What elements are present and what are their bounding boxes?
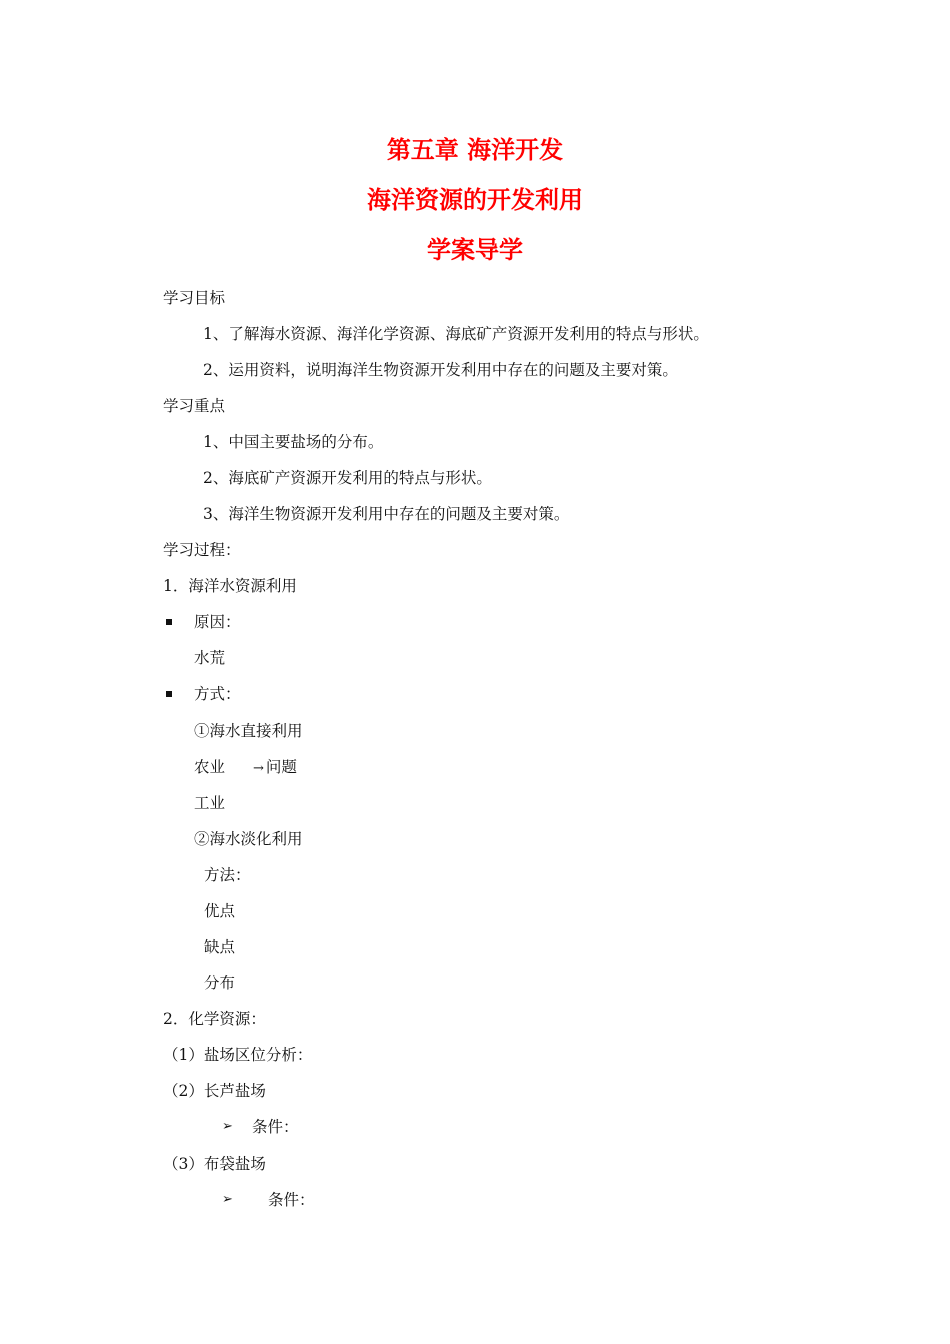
problem-label: 问题 [265,758,297,776]
arrow-bullet-icon: ➢ [222,1119,233,1134]
objective-item: 2、运用资料，说明海洋生物资源开发利用中存在的问题及主要对策。 [203,361,678,379]
desalination-disadvantage: 缺点 [204,938,236,956]
section1-title: 1．海洋水资源利用 [163,577,297,595]
desalination-method: 方法： [204,866,251,884]
changlu-condition: 条件： [252,1118,299,1136]
objectives-heading: 学习目标 [163,289,226,307]
objective-item: 1、了解海水资源、海洋化学资源、海底矿产资源开发利用的特点与形状。 [203,325,709,343]
subtitle: 学案导学 [427,236,523,264]
desalination: ②海水淡化利用 [194,830,303,848]
key-point-item: 2、海底矿产资源开发利用的特点与形状。 [203,469,492,487]
key-points-heading: 学习重点 [163,397,226,415]
section2-title: 2．化学资源： [163,1010,266,1028]
chapter-title: 第五章 海洋开发 [386,136,564,164]
desalination-advantage: 优点 [204,902,236,920]
square-bullet-icon [166,619,172,625]
process-heading: 学习过程： [163,541,241,559]
method-label: 方式： [194,685,241,703]
salt-field-analysis: （1）盐场区位分析： [163,1046,313,1064]
agriculture-label: 农业 [194,758,226,776]
reason-value: 水荒 [194,649,226,667]
budai-condition: 条件： [268,1191,315,1209]
budai-salt-field: （3）布袋盐场 [163,1155,266,1173]
desalination-distribution: 分布 [204,974,236,992]
agriculture-row [194,756,297,780]
right-arrow-icon: → [253,761,264,776]
industry-label: 工业 [194,794,226,812]
changlu-salt-field: （2）长芦盐场 [163,1082,266,1100]
arrow-bullet-icon: ➢ [222,1192,233,1207]
key-point-item: 3、海洋生物资源开发利用中存在的问题及主要对策。 [203,505,570,523]
direct-use: ①海水直接利用 [194,722,303,740]
section-title: 海洋资源的开发利用 [367,186,583,214]
key-point-item: 1、中国主要盐场的分布。 [203,433,384,451]
square-bullet-icon [166,691,172,697]
reason-label: 原因： [194,613,241,631]
